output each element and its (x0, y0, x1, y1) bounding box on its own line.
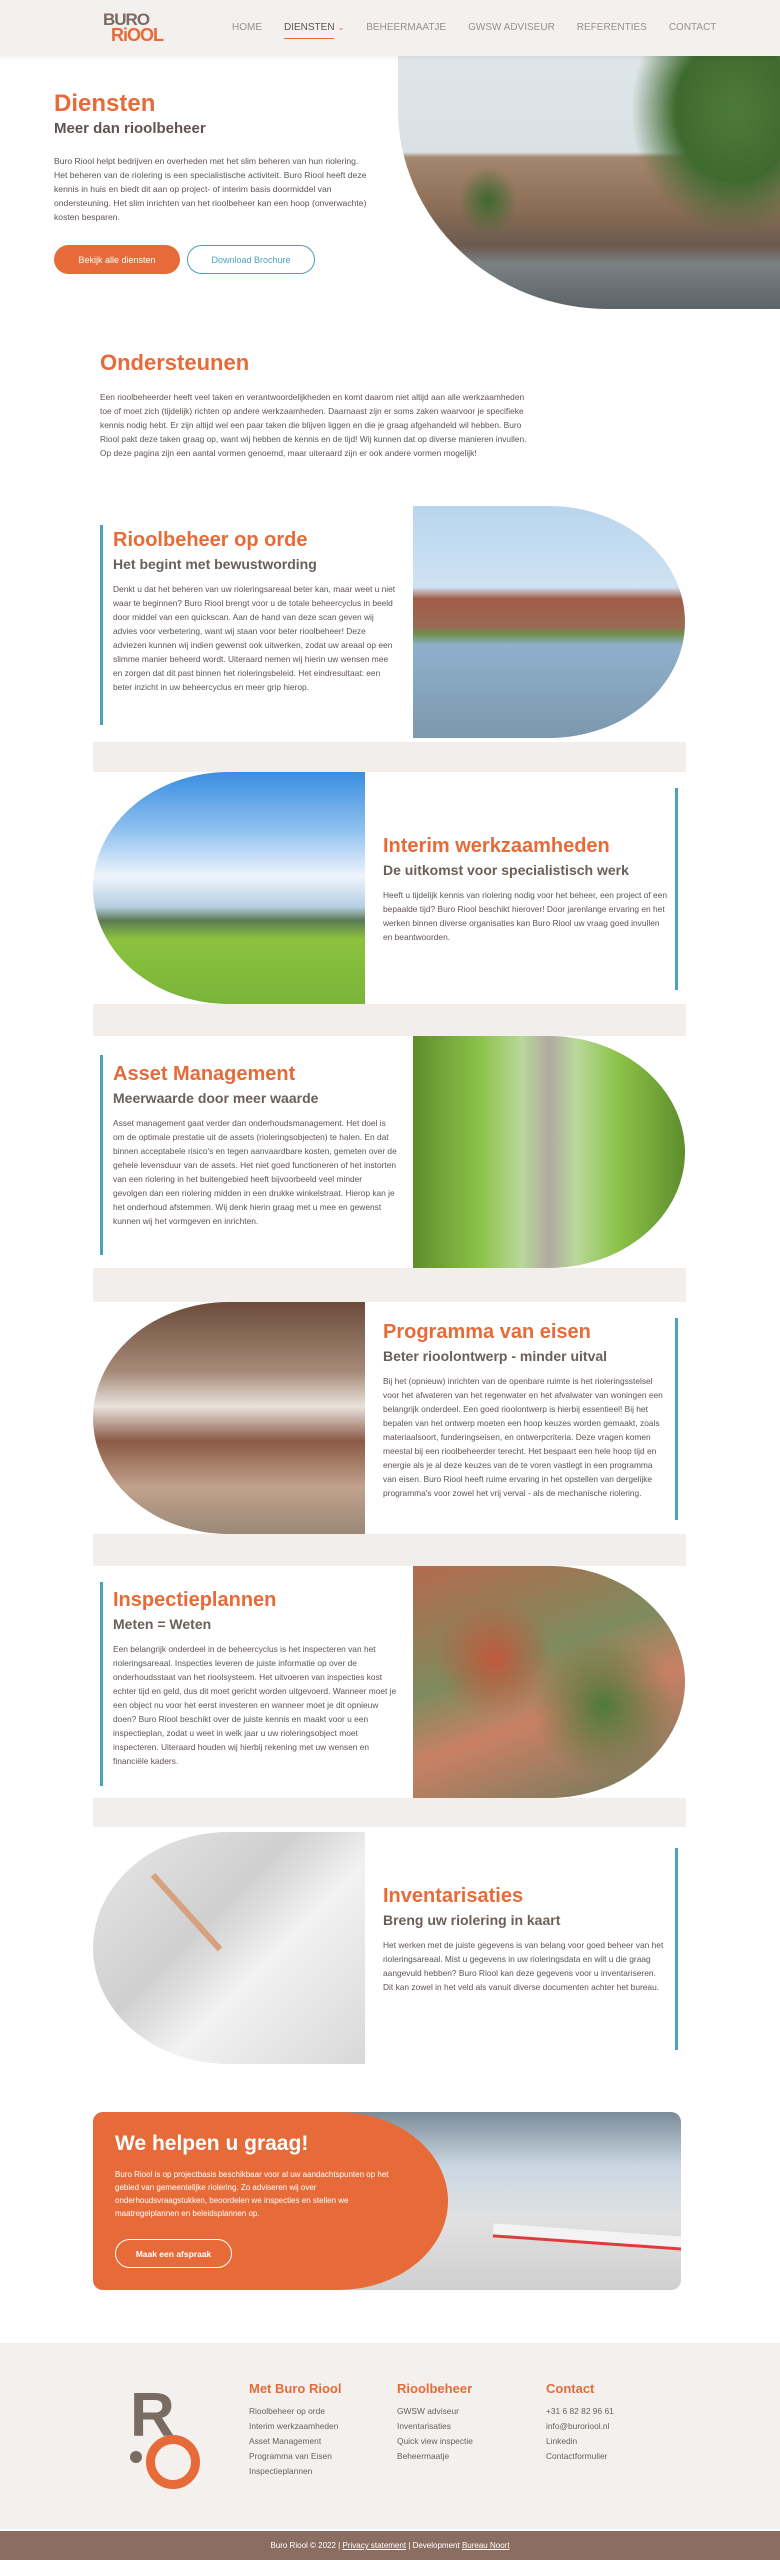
service-subtitle: Beter rioolontwerp - minder uitval (383, 1348, 608, 1364)
service-text: Het werken met de juiste gegevens is van belang voor goed beheer van het rioleringsareaal. Mist u gegevens in uw rioleringsdata en wilt u die graag aangevuld hebben? Buro Riool kan deze gegevens voor u inventariseren. Dit kan zowel in het veld als vanuit diverse documenten achter het bureau. (383, 1940, 664, 1992)
footer-col-contact (546, 2381, 614, 2464)
nav-gwsw-adviseur[interactable] (468, 22, 555, 33)
footer-link[interactable]: Rioolbeheer op orde (249, 2406, 325, 2416)
section-text: Een rioolbeheerder heeft veel taken en verantwoordelijkheden en komt daarom niet altijd aan alle werkzaamheden toe of moet zich (tijdelijk) richten op andere werkzaamheden. Daarnaast zijn er soms zaken waarvoor je specifieke kennis nodig hebt. Er zijn altijd wel een paar taken die blijven liggen en die je graag afgehandeld wil hebben. Buro Riool pakt deze taken graag op, want wij hebben de kennis en de tijd! Wij kunnen dat op diverse manieren invullen. Op deze pagina zijn een aantal vormen genoemd, maar uiteraard zijn er ook andere vormen mogelijk! (100, 392, 527, 458)
service-title: Rioolbeheer op orde (113, 529, 308, 551)
service-subtitle: Breng uw riolering in kaart (383, 1912, 561, 1928)
developer-link[interactable]: Bureau Noort (461, 2541, 510, 2550)
nav-label: CONTACT (668, 22, 717, 33)
service-title: Asset Management (113, 1063, 296, 1085)
nav-label: BEHEERMAATJE (366, 22, 447, 33)
site-header (0, 0, 780, 56)
nav-beheermaatje[interactable] (366, 22, 446, 33)
footer-logo[interactable]: R (130, 2385, 202, 2489)
service-image (93, 1302, 365, 1534)
service-text: Denkt u dat het beheren van uw rioleringsareaal beter kan, maar weet u niet waar te beginnen? Buro Riool brengt voor u de totale beheercyclus in beeld door middel van een quickscan. Aan de hand van deze scan geven wij advies voor verbetering, want wij staan voor beter rioolbeheer! Deze adviezen kunnen wij indien gewenst ook uitwerken, zodat uw areaal op een slimme manier beheerd wordt. Uiteraard nemen wij hierin uw wensen mee en zorgen dat dit past binnen het rioleringsbeleid. Het eindresultaat: een beter inzicht in uw beheercyclus en meer grip hierop. (113, 584, 396, 692)
development-text: | Development (408, 2541, 460, 2550)
service-asset-management (93, 1036, 686, 1268)
download-brochure-button[interactable]: Download Brochure (187, 245, 315, 274)
service-image (93, 1832, 365, 2064)
footer-link[interactable]: Programma van Eisen (249, 2451, 332, 2461)
main-nav (232, 22, 738, 33)
footer-link[interactable]: Inspectieplannen (249, 2466, 313, 2476)
service-interim (93, 772, 686, 1004)
linkedin-link[interactable]: Linkedin (546, 2436, 578, 2446)
page-title: Diensten (54, 90, 156, 117)
phone-link[interactable]: +31 6 82 82 96 61 (546, 2406, 614, 2416)
service-inspectieplannen (93, 1566, 686, 1798)
logo-bottom: RiOOL (111, 25, 163, 45)
cta-banner (93, 2112, 681, 2290)
footer-link[interactable]: Quick view inspectie (397, 2436, 473, 2446)
privacy-statement-link[interactable]: Privacy statement (342, 2541, 407, 2550)
copyright-bar (0, 2531, 780, 2560)
service-rioolbeheer (93, 506, 686, 738)
section-title: Ondersteunen (100, 350, 250, 375)
footer-link[interactable]: Inventarisaties (397, 2421, 451, 2431)
cta-title: We helpen u graag! (115, 2132, 309, 2155)
nav-label: DIENSTEN (284, 22, 335, 33)
accent-bar (675, 788, 678, 990)
service-subtitle: Meerwaarde door meer waarde (113, 1090, 319, 1106)
service-image (413, 1036, 685, 1268)
service-title: Inspectieplannen (113, 1589, 277, 1611)
service-inventarisaties (93, 1832, 686, 2064)
footer-link[interactable]: GWSW adviseur (397, 2406, 459, 2416)
footer-col-met-buro-riool (249, 2381, 341, 2479)
footer-link[interactable]: Beheermaatje (397, 2451, 450, 2461)
make-appointment-button[interactable]: Maak een afspraak (115, 2239, 232, 2268)
nav-contact[interactable] (669, 22, 717, 33)
chevron-down-icon: ⌄ (337, 23, 345, 32)
service-title: Inventarisaties (383, 1885, 524, 1907)
service-text: Een belangrijk onderdeel in de beheercyclus is het inspecteren van het rioleringsareaal. Inspecties leveren de juiste informatie op over de onderhoudsstaat van het rioolsysteem. Het uitvoeren van inspecties kost echter tijd en geld, dus dit moet gericht worden uitgevoerd. Wanneer moet je een object nu voor het eerst investeren en wanneer moet je dit opnieuw doen? Buro Riool beschikt over de juiste kennis en maakt voor u een inspectieplan, zodat u weet in welk jaar u uw rioleringsobject moet inspecteren. Uiteraard houden wij hierbij rekening met uw wensen en financiële kaders. (113, 1644, 397, 1766)
logo-top: BURO (103, 10, 150, 29)
footer-col-title: Rioolbeheer (397, 2381, 473, 2396)
ruler-graphic (493, 2223, 681, 2250)
hero-image (398, 56, 780, 309)
footer-col-title: Met Buro Riool (249, 2381, 342, 2396)
site-footer (0, 2343, 780, 2529)
accent-bar (100, 1055, 103, 1255)
service-text: Heeft u tijdelijk kennis van riolering nodig voor het beheer, een project of een bepaalde tijd? Buro Riool beschikt hierover! Door jarenlange ervaring en het werken binnen diverse organisaties kan Buro Riool uw vraag goed invullen en beantwoorden. (383, 890, 667, 942)
nav-label: HOME (232, 22, 262, 33)
pencil-graphic (151, 1873, 222, 1951)
service-title: Programma van eisen (383, 1321, 591, 1343)
service-image (413, 506, 685, 738)
email-link[interactable]: info@buroriool.nl (546, 2421, 610, 2431)
nav-home[interactable] (232, 22, 262, 33)
service-text: Bij het (opnieuw) inrichten van de openbare ruimte is het rioleringsstelsel voor het afwateren van het regenwater en het afvalwater van woningen een belangrijk onderdeel. Een goed rioolontwerp is hierbij essentieel! Bij het bepalen van het ontwerp moeten een hoop keuzes worden gemaakt, zoals materiaalsoort, funderingseisen, en ontwerpcriteria. Deze vragen komen meestal bij een rioolbeheerder terecht. Het bespaart een hele hoop tijd en energie als je al deze keuzes van de te voren vastlegt in een programma van eisen. Buro Riool heeft ruime ervaring in het opstellen van dergelijke programma's voor zowel het vrij verval - als de mechanische riolering. (383, 1376, 663, 1498)
nav-referenties[interactable] (577, 22, 647, 33)
service-text: Asset management gaat verder dan onderhoudsmanagement. Het doel is om de optimale prestatie uit de assets (rioleringsobjecten) te halen. En dat binnen acceptabele risico's en tegen aanvaardbare kosten, gemeten over de gehele levensduur van de assets. Het niet goed functioneren of het instorten van een riolering in het buitengebied heeft bijvoorbeeld veel minder gevolgen dan een riolering midden in een drukke winkelstraat. Hierop kan je het onderhoud afstemmen. Wij denk hierin graag met u mee en gewenst kunnen wij het vormgeven en inrichten. (113, 1118, 397, 1226)
footer-link[interactable]: Interim werkzaamheden (249, 2421, 339, 2431)
service-image (93, 772, 365, 1004)
copyright-text: Buro Riool © 2022 | (270, 2541, 341, 2550)
service-subtitle: De uitkomst voor specialistisch werk (383, 862, 629, 878)
service-image (413, 1566, 685, 1798)
accent-bar (100, 1582, 103, 1786)
nav-diensten[interactable] (284, 22, 344, 33)
footer-link[interactable]: Asset Management (249, 2436, 322, 2446)
footer-col-rioolbeheer (397, 2381, 473, 2464)
hero-text: Buro Riool helpt bedrijven en overheden met het slim beheren van hun riolering. Het beheren van de riolering is een specialistische activiteit. Buro Riool heeft deze kennis in huis en biedt dit aan op project- of interim basis doormiddel van ondersteuning. Het slim inrichten van het rioolbeheer kan een hoop (onverwachte) kosten besparen. (54, 156, 367, 222)
accent-bar (675, 1318, 678, 1520)
service-subtitle: Meten = Weten (113, 1616, 212, 1632)
accent-bar (675, 1848, 678, 2050)
view-all-services-button[interactable]: Bekijk alle diensten (54, 245, 180, 274)
logo[interactable] (103, 11, 183, 45)
service-subtitle: Het begint met bewustwording (113, 556, 317, 572)
contact-form-link[interactable]: Contactformulier (546, 2451, 608, 2461)
nav-label: REFERENTIES (576, 22, 647, 33)
nav-label: GWSW ADVISEUR (468, 22, 555, 33)
cta-text: Buro Riool is op projectbasis beschikbaar voor al uw aandachtspunten op het gebied van gemeentelijke riolering. Zo adviseren wij over onderhoudsvraagstukken, beoordelen we inspecties en stellen we maatregelplannen en beleidsplannen op. (115, 2170, 389, 2218)
service-programma-van-eisen (93, 1302, 686, 1534)
footer-col-title: Contact (546, 2381, 595, 2396)
accent-bar (100, 525, 103, 725)
service-title: Interim werkzaamheden (383, 835, 610, 857)
page-subtitle: Meer dan rioolbeheer (54, 120, 206, 137)
